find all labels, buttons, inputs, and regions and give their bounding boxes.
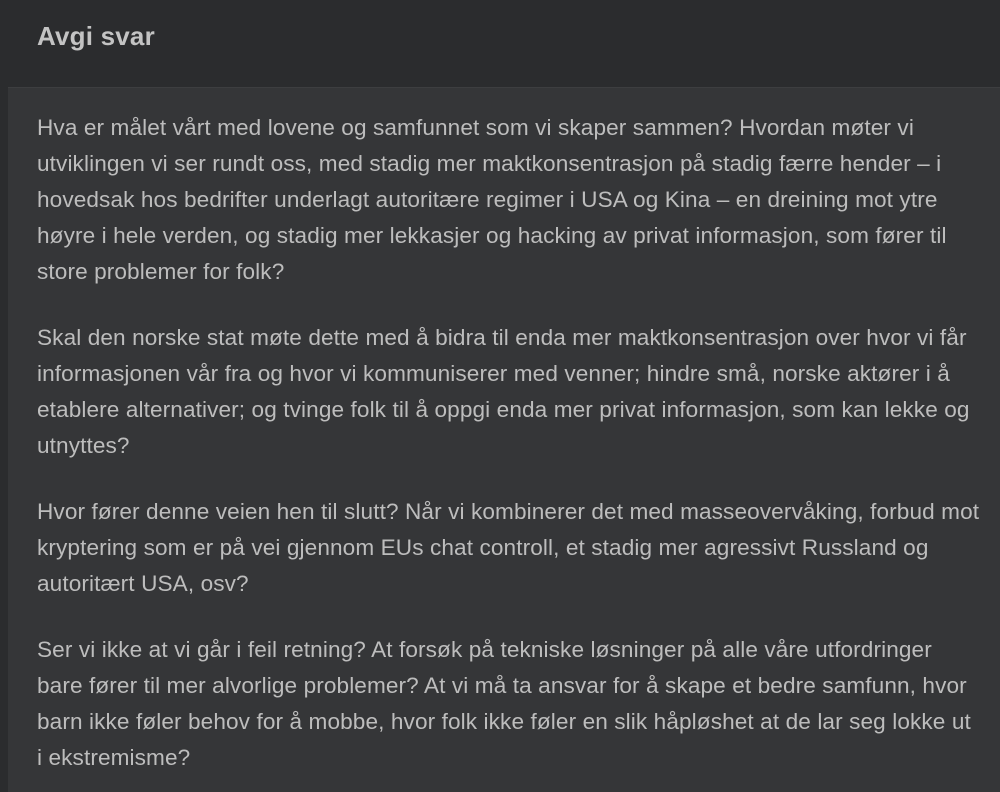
- answer-paragraph-1: Hva er målet vårt med lovene og samfunnet som vi skaper sammen? Hvordan møter vi utviklingen vi ser rundt oss, med stadig mer maktkonsentrasjon på stadig færre hender – i hovedsak hos bedrifter underlagt autoritære regimer i USA og Kina – en dreining mot ytre høyre i hele verden, og stadig mer lekkasjer og hacking av privat informasjon, som fører til store problemer for folk?: [37, 115, 947, 284]
- answer-text[interactable]: [37, 110, 982, 792]
- answer-paragraph-2: Skal den norske stat møte dette med å bidra til enda mer maktkonsentrasjon over hvor vi får informasjonen vår fra og hvor vi kommuniserer med venner; hindre små, norske aktører i å etablere alternativer; og tvinge folk til å oppgi enda mer privat informasjon, som kan lekke og utnyttes?: [37, 325, 970, 458]
- answer-paragraph-4: Ser vi ikke at vi går i feil retning? At forsøk på tekniske løsninger på alle våre utfordringer bare fører til mer alvorlige problemer? At vi må ta ansvar for å skape et bedre samfunn, hvor barn ikke føler behov for å mobbe, hvor folk ikke føler en slik håpløshet at de lar seg lokke ut i ekstremisme?: [37, 637, 971, 770]
- answer-paragraph-3: Hvor fører denne veien hen til slutt? Når vi kombinerer det med masseovervåking, forbud mot kryptering som er på vei gjennom EUs chat controll, et stadig mer agressivt Russland og autoritært USA, osv?: [37, 499, 980, 596]
- section-title: Avgi svar: [37, 21, 155, 51]
